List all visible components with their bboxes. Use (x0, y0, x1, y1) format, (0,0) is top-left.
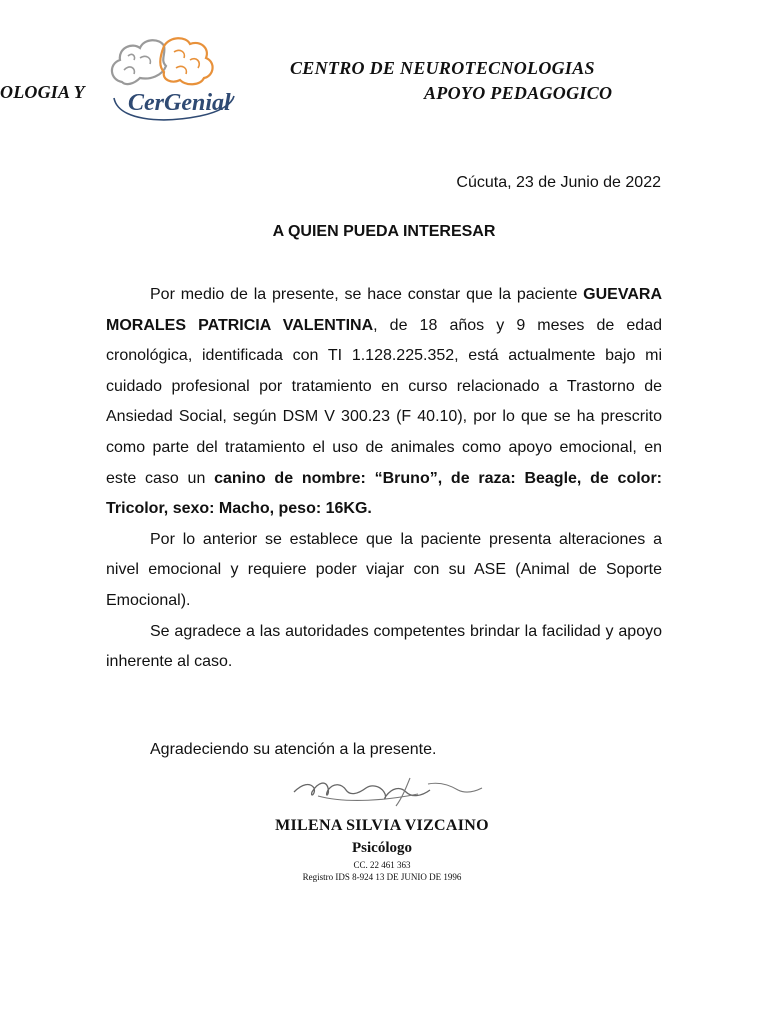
patient-name: GUEVARA MORALES PATRICIA VALENTINA (106, 286, 662, 334)
signer-name: MILENA SILVIA VIZCAINO (275, 817, 489, 834)
paragraph-2: Por lo anterior se establece que la paciente presenta alteraciones a nivel emocional y requiere poder viajar con su ASE (Animal de Soporte Emocional). (106, 530, 662, 609)
brain-logo-icon (100, 34, 240, 124)
letter-body (106, 280, 662, 678)
header-left-fragment: OLOGIA Y (0, 82, 85, 102)
paragraph-3: Se agradece a las autoridades competentes brindar la facilidad y apoyo inherente al caso. (106, 622, 662, 671)
header-institution-line1: CENTRO DE NEUROTECNOLOGIAS (290, 58, 595, 78)
letter-closing: Agradeciendo su atención a la presente. (150, 741, 437, 758)
letter-subject: A QUIEN PUEDA INTERESAR (272, 223, 496, 240)
signer-role: Psicólogo (352, 840, 412, 856)
svg-text:CerGenial: CerGenial (128, 90, 231, 116)
paragraph-1: Por medio de la presente, se hace constar que la paciente GUEVARA MORALES PATRICIA VALENTINA, de 18 años y 9 meses de edad cronológica, identificada con TI 1.128.225.352, está actualmente bajo mi cuidado profesional por tratamiento en curso relacionado a Trastorno de Ansiedad Social, según DSM V 300.23 (F 40.10), por lo que se ha prescrito como parte del tratamiento el uso de animales como apoyo emocional, en este caso un canino de nombre: “Bruno”, de raza: Beagle, de color: Tricolor, sexo: Macho, peso: 16KG. (106, 286, 663, 518)
handwritten-signature (288, 770, 488, 812)
signer-block (180, 815, 584, 883)
cergenial-logo (100, 34, 240, 124)
header-institution-line2: APOYO PEDAGOGICO (424, 83, 613, 103)
letter-date: Cúcuta, 23 de Junio de 2022 (456, 174, 661, 191)
animal-details: canino de nombre: “Bruno”, de raza: Beagle, de color: Tricolor, sexo: Macho, peso: 16KG. (106, 469, 662, 518)
signature-icon (288, 770, 488, 812)
signer-registry: Registro IDS 8-924 13 DE JUNIO DE 1996 (302, 872, 462, 882)
signer-id: CC. 22 461 363 (353, 860, 411, 870)
